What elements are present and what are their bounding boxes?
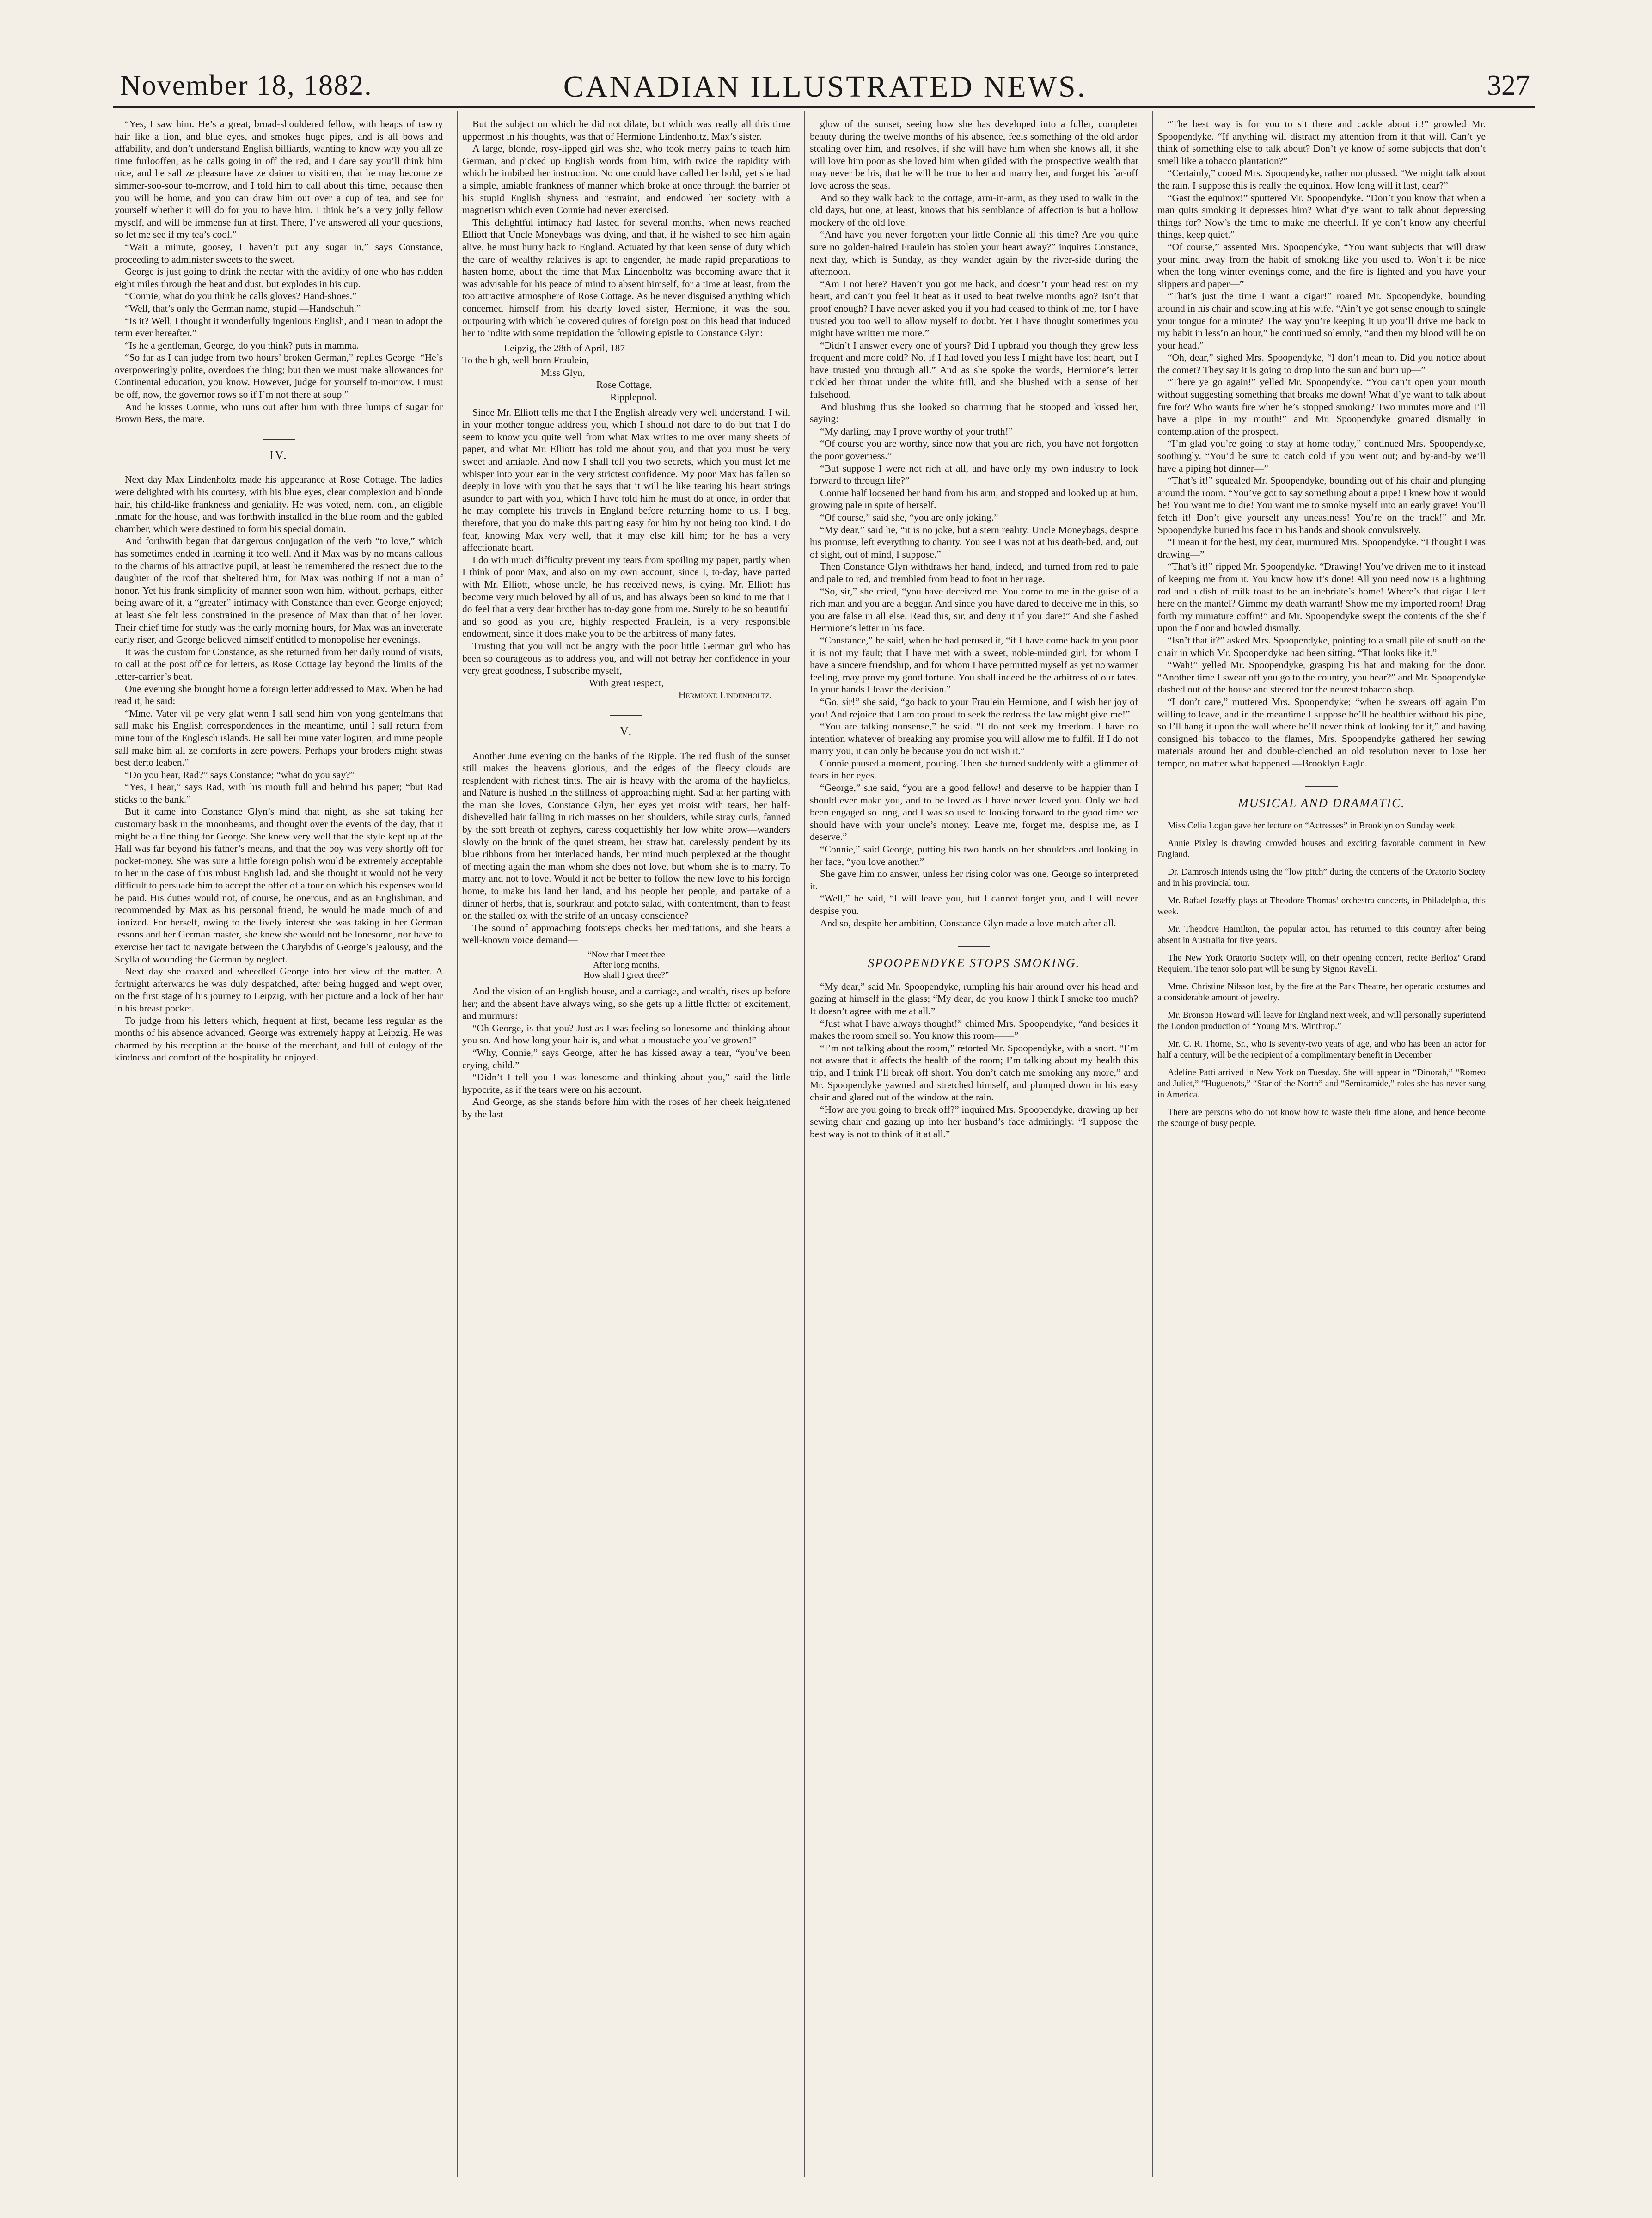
letter-closing: With great respect, [588, 677, 664, 688]
paragraph: Since Mr. Elliott tells me that I the English already very well understand, I will in your mother tongue address you, which I should not dare to do but that I do seem to know you quite well from what Max writes to me over many sheets of paper, and what Mr. Elliott has told me about you, and that you must be very sweet and amiable. And now I shall tell you two secrets, which you must let me whisper into your ear in the very strictest confidence. My poor Max has fallen so deeply in love with you that he says that it will be like tearing his heart strings asunder to part with you, which I have told him he must do at once, in order that he may complete his travels in England before returning home to us. I beg, therefore, that you do make this parting easy for him by not being too kind. I do fear, knowing Max very well, that it may else kill him; for he has a very affectionate heart. [462, 406, 790, 553]
paragraph: This delightful intimacy had lasted for several months, when news reached Elliott that Uncle Moneybags was dying, and that, if he wished to see him again alive, he must hurry back to England. Actuated by that keen sense of duty which the care of wealthy relatives is apt to engender, he made rapid preparations to hasten home, about the time that Max Lindenholtz was becoming aware that it was advisable for his peace of mind to absent himself, for a time at least, from the too attractive atmosphere of Rose Cottage. As he never disguised anything which concerned himself from his dearly loved sister, Hermione, it was the soul outpouring with which he covered quires of foreign post on this head that induced her to indite with some trepidation the following epistle to Constance Glyn: [462, 216, 790, 339]
paragraph: “That’s it!” ripped Mr. Spoopendyke. “Drawing! You’ve driven me to it instead of keeping me from it. You know how it’s done! All you need now is a lightning rod and a dish of milk toast to be an inebriate’s home! Where’s that cigar I left here on the mantel? Gimme my death warrant! Show me my imported room! Drag forth my miniature coffin!” and Mr. Spoopendyke swept the contents of the shelf upon the floor and howled dismally. [1157, 561, 1486, 634]
paragraph: “Yes, I hear,” says Rad, with his mouth full and behind his paper; “but Rad sticks to the bank.” [115, 781, 443, 805]
letter-recipient: Miss Glyn, [541, 367, 585, 378]
paragraph: Then Constance Glyn withdraws her hand, indeed, and turned from red to pale and pale to red, and trembled from head to foot in her rage. [810, 561, 1138, 584]
paragraph: “Well,” he said, “I will leave you, but I cannot forget you, and I will never despise you. [810, 893, 1138, 916]
paragraph: “Of course you are worthy, since now that you are rich, you have not forgotten the poor governess.” [810, 438, 1138, 462]
page-header [120, 69, 1530, 102]
news-item: Mr. Rafael Joseffy plays at Theodore Thomas’ orchestra concerts, in Philadelphia, this week. [1157, 896, 1486, 917]
paragraph: “Yes, I saw him. He’s a great, broad-shouldered fellow, with heaps of tawny hair like a lion, and blue eyes, and smokes huge pipes, and is all bows and affability, and don’t understand English billiards, wanting to know why you all ze time furlooffen, as he calls going in off the red, and I dare say you’ll think him nice, and he sall ze pleasure have ze dainer to visitiren, that he may become ze simmer-soo-sour to-morrow, and I told him to call about this time, because then you will be home, and you can draw him out over a cup of tea, and see for yourself whether it will do for you to have him. I think he’s a very jolly fellow myself, and will be immense fun at first. There, I’ve answered all your questions, so let me see if my tea’s cool.” [115, 118, 443, 240]
verse-line: “Now that I meet thee [587, 950, 665, 960]
paragraph: Connie paused a moment, pouting. Then she turned suddenly with a glimmer of tears in her eyes. [810, 757, 1138, 781]
column-divider [457, 111, 458, 2177]
section-heading: MUSICAL AND DRAMATIC. [1157, 786, 1486, 809]
paragraph: “Connie, what do you think he calls gloves? Hand-shoes.” [125, 290, 357, 302]
letter-heading [462, 342, 790, 404]
paragraph: “Didn’t I tell you I was lonesome and thinking about you,” said the little hypocrite, as if the tears were on his account. [462, 1072, 790, 1095]
news-items [1157, 821, 1486, 1129]
paragraph: “That’s just the time I want a cigar!” roared Mr. Spoopendyke, bounding around in his chair and scowling at his wife. “Ain’t ye got sense enough to shingle your tongue for a minute? The way you’re keeping it up you’ll drive me back to my habit in less’n an hour,” he continued solemnly, “and then my blood will be on your head.” [1157, 290, 1486, 351]
page-number: 327 [1487, 70, 1530, 101]
paragraph: “Do you hear, Rad?” says Constance; “what do you say?” [125, 769, 355, 780]
paragraph: And forthwith began that dangerous conjugation of the verb “to love,” which has sometimes ended in learning it too well. And if Max was by no means callous to the charms of his attractive pupil, at least he remembered the respect due to the daughter of the roof that sheltered him, for Max was nothing if not a man of honor. Yet his frank simplicity of manner soon won him, without, perhaps, either being aware of it, a “greater” intimacy with Constance than even George enjoyed; at least she felt less constrained in the presence of Max than that of her lover. Their chief time for study was the early morning hours, for Max was an inveterate early riser, and George believed himself entitled to monopolise her evenings. [115, 535, 443, 645]
paragraph: “My darling, may I prove worthy of your truth!” [820, 425, 1013, 437]
paragraph: Next day she coaxed and wheedled George into her view of the matter. A fortnight afterwards he was duly despatched, after being hugged and wept over, on the first stage of his journey to Leipzig, with her picture and a lock of her hair in his breast pocket. [115, 966, 443, 1014]
column-4 [1157, 118, 1486, 2170]
paragraph: But the subject on which he did not dilate, but which was really all this time uppermost in his thoughts, was that of Hermione Lindenholtz, Max’s sister. [462, 118, 790, 142]
chapter-heading: IV. [115, 439, 443, 462]
paragraph: “Of course,” said she, “you are only joking.” [820, 512, 998, 523]
paragraph: “Of course,” assented Mrs. Spoopendyke, “You want subjects that will draw your mind away from the habit of smoking like you used to. Won’t it be nice when the long winter evenings come, and the fire is lighted and you have your slippers and paper—” [1157, 241, 1486, 289]
paragraph: “Mme. Vater vil pe very glat wenn I sall send him von yong gentelmans that sall make his English correspondences in the meantime, until I sall return from mine tour of the Englesch islands. He sall bei mine vater logiren, and mine people sall make him all ze comforts in zere powers, Perhaps your broders might stwas best derto leaben.” [115, 707, 443, 768]
paragraph: “My dear,” said Mr. Spoopendyke, rumpling his hair around over his head and gazing at himself in the glass; “My dear, do you know I think I smoke too much? It doesn’t agree with me at all.” [810, 980, 1138, 1017]
news-item: Dr. Damrosch intends using the “low pitch” during the concerts of the Oratorio Society and in his provincial tour. [1157, 867, 1486, 888]
paragraph: “Just what I have always thought!” chimed Mrs. Spoopendyke, “and besides it makes the room smell so. You know this room——” [810, 1017, 1138, 1042]
paragraph: “Well, that’s only the German name, stupid —Handschuh.” [125, 302, 361, 314]
paragraph: And he kisses Connie, who runs out after him with three lumps of sugar for Brown Bess, the mare. [115, 401, 443, 425]
paragraph: “Oh George, is that you? Just as I was feeling so lonesome and thinking about you so. And how long your hair is, and what a moustache you’ve grown!” [462, 1022, 790, 1046]
paragraph: “Wait a minute, goosey, I haven’t put any sugar in,” says Constance, proceeding to administer sweets to the sweet. [115, 241, 443, 265]
paragraph: “Wah!” yelled Mr. Spoopendyke, grasping his hat and making for the door. “Another time I swear off you go to the country, you hear?” and Mr. Spoopendyke dashed out of the house and steered for the nearest tobacco shop. [1157, 659, 1486, 695]
paragraph: “Gast the equinox!” sputtered Mr. Spoopendyke. “Don’t you know that when a man quits smoking it depresses him? What d’ye want to talk about depressing things for? Now’s the time to make me cheerful. If ye don’t know any cheerful things, keep quiet.” [1157, 192, 1486, 240]
letter-salutation: To the high, well-born Fraulein, [462, 355, 589, 366]
paragraph: “So far as I can judge from two hours’ broken German,” replies George. “He’s overpoweringly polite, overdoes the thing; but then we must make allowances for Continental education, you know. However, judge for yourself to-morrow. I must be off, now, the governor rows so if I’m not there at soup.” [115, 352, 443, 400]
paragraph: And the vision of an English house, and a carriage, and wealth, rises up before her; and the absent have always wing, so she gets up a little flutter of excitement, and murmurs: [462, 986, 790, 1022]
paragraph: “Connie,” said George, putting his two hands on her shoulders and looking in her face, “you love another.” [810, 844, 1138, 867]
paragraph: The sound of approaching footsteps checks her meditations, and she hears a well-known voice demand— [462, 922, 790, 946]
header-rule [113, 106, 1535, 108]
paragraph: I do with much difficulty prevent my tears from spoiling my paper, partly when I think of poor Max, and also on my own account, since I, to-day, have parted with Mr. Elliott, whose uncle, he has received news, is dying. Mr. Elliott has become very much beloved by all of us, and has always been so kind to me that I do feel that a very dear brother has to-day gone from me. Surely to be so beautiful and so good as you are, highly respected Fraulein, is a very responsible endowment, since it does make you to be the arbitress of many fates. [462, 554, 790, 639]
paragraph: “Is he a gentleman, George, do you think? puts in mamma. [125, 339, 359, 351]
letter-address: Ripplepool. [610, 392, 657, 403]
paragraph: To judge from his letters which, frequent at first, became less regular as the months of his absence advanced, George was extremely happy at Leipzig. He was charmed by his reception at the house of the merchant, and full of eulogy of the kindness and comfort of the hospitality he enjoyed. [115, 1015, 443, 1063]
paragraph: “How are you going to break off?” inquired Mrs. Spoopendyke, drawing up her sewing chair and gazing up into her husband’s face admiringly. “I suppose the best way is not to think of it at all.” [810, 1103, 1138, 1140]
paragraph: “I’m not talking about the room,” retorted Mr. Spoopendyke, with a snort. “I’m not aware that it affects the health of the room; I’m talking about my health this trip, and I think I’ll break off short. You don’t catch me smoking any more,” and Mr. Spoopendyke yawned and stretched himself, and plumped down in his easy chair and glared out of the window at the rain. [810, 1042, 1138, 1103]
paragraph: “And have you never forgotten your little Connie all this time? Are you quite sure no golden-haired Fraulein has stolen your heart away?” inquires Constance, next day, which is Sunday, as they wander again by the river-side during the afternoon. [810, 229, 1138, 277]
story-continued [115, 118, 443, 425]
paragraph: “My dear,” said he, “it is no joke, but a stern reality. Uncle Moneybags, despite his promise, left everything to charity. You see I was not at his death-bed, and, out of sight, out of mind, I suppose.” [810, 524, 1138, 560]
column-2 [462, 118, 790, 2170]
chapter-heading: V. [462, 715, 790, 738]
paragraph: “So, sir,” she cried, “you have deceived me. You come to me in the guise of a rich man and you are a beggar. And since you have dared to deceive me in this, so you are false in all else. Read this, sir, and deny it if you dare!” And she flashed Hermione’s letter in his face. [810, 585, 1138, 634]
paragraph: “But suppose I were not rich at all, and have only my own industry to look forward to through life?” [810, 462, 1138, 486]
paragraph: “Didn’t I answer every one of yours? Did I upbraid you though they grew less frequent and more cold? No, if I had loved you less I might have lost heart, but I have trusted you through all.” And as she spoke the words, Hermione’s letter tickled her throat under the white frill, and she blushed with a sense of her falsehood. [810, 339, 1138, 400]
news-item: Mr. Bronson Howard will leave for England next week, and will personally superintend the London production of “Young Mrs. Winthrop.” [1157, 1011, 1486, 1032]
news-item: The New York Oratorio Society will, on their opening concert, recite Berlioz’ Grand Requiem. The tenor solo part will be sung by Signor Ravelli. [1157, 953, 1486, 974]
paragraph: “Oh, dear,” sighed Mrs. Spoopendyke, “I don’t mean to. Did you notice about the comet? They say it is going to drop into the sun and burn up—” [1157, 352, 1486, 375]
chapter-body [115, 473, 443, 1064]
paragraph: “Go, sir!” she said, “go back to your Fraulein Hermione, and I wish her joy of you! And rejoice that I am too proud to seek the redress the law might give me!” [810, 696, 1138, 720]
column-3 [810, 118, 1138, 2170]
paragraph: “Certainly,” cooed Mrs. Spoopendyke, rather nonplussed. “We might talk about the rain. I suppose this is really the equinox. How long will it last, dear?” [1157, 167, 1486, 191]
paragraph: “Why, Connie,” says George, after he has kissed away a tear, “you’ve been crying, child.” [462, 1047, 790, 1071]
paragraph: And George, as she stands before him with the roses of her cheek heightened by the last [462, 1096, 790, 1120]
verse-line: How shall I greet thee?” [583, 970, 669, 980]
column-divider [804, 111, 805, 2177]
paragraph: “Am I not here? Haven’t you got me back, and doesn’t your head rest on my heart, and can’t you feel it beat as it used to beat twelve months ago? Isn’t that proof enough? I have never asked you if you had ceased to think of me, for I have trusted you too well to allow myself to doubt. Yet I have thought sometimes you might have written me more.” [810, 278, 1138, 339]
paragraph: It was the custom for Constance, as she returned from her daily round of visits, to call at the post office for letters, as Rose Cottage lay beyond the limits of the letter-carrier’s beat. [115, 646, 443, 682]
article-heading: SPOOPENDYKE STOPS SMOKING. [810, 946, 1138, 969]
paragraph: “I mean it for the best, my dear, murmured Mrs. Spoopendyke. “I thought I was drawing—” [1157, 536, 1486, 560]
verse-quote [462, 950, 790, 980]
verse-line: After long months, [593, 960, 660, 970]
letter-date: Leipzig, the 28th of April, 187— [504, 342, 635, 354]
paragraph: But it came into Constance Glyn’s mind that night, as she sat taking her customary bask in the moonbeams, and thought over the events of the day, that it might be a fine thing for George. She knew very well that the style kept up at the Hall was far beyond his father’s means, and that the boy was very shortly off for pocket-money. She was sure a little foreign polish would be extremely acceptable to her in the case of this robust English lad, and she thought it would not be very difficult to persuade him to accept the offer of a tour on which his expenses would be paid. His duties would not, of course, be onerous, and as an Englishman, and recommended by Max as his personal friend, he would be made much of and lionized. For herself, owing to the lively interest she was taking in her German lessons and her German master, she knew she would not be lonesome, nor have to exercise her tact to navigate between the Charybdis of George’s jealousy, and the Scylla of wounding the German by neglect. [115, 806, 443, 965]
letter-signature: Hermione Lindenholtz. [678, 689, 772, 701]
paragraph: “That’s it!” squealed Mr. Spoopendyke, bounding out of his chair and plunging around the room. “You’ve got to say something about a pipe! I knew how it would be! You want me to die! You want me to smoke myself into an early grave! You’ll fetch it! Don’t give yourself any uneasiness! You’re on the track!” and Mr. Spoopendyke buried his face in his hands and shook convulsively. [1157, 475, 1486, 535]
news-item: Adeline Patti arrived in New York on Tuesday. She will appear in “Dinorah,” “Romeo and Juliet,” “Huguenots,” “Star of the North” and “Semiramide,” roles she has never sung in America. [1157, 1068, 1486, 1100]
paragraph: And so, despite her ambition, Constance Glyn made a love match after all. [820, 917, 1116, 929]
news-item: Mme. Christine Nilsson lost, by the fire at the Park Theatre, her operatic costumes and a considerable amount of jewelry. [1157, 982, 1486, 1003]
paragraph: Another June evening on the banks of the Ripple. The red flush of the sunset still makes the heavens glorious, and the edges of the fleecy clouds are resplendent with richest tints. The air is heavy with the aroma of the hayfields, and Nature is hushed in the stillness of approaching night. Sad at her parting with the man she loves, Constance Glyn, her eyes yet moist with tears, her half-dishevelled hair falling in rich masses on her shoulders, while stray curls, fanned by the soft breath of zephyrs, caress coquettishly her low white brow—wanders slowly on the brink of the quiet stream, her straw hat, carelessly pendent by its blue ribbons from her interlaced hands, her mind much perplexed at the thought of meeting again the man whom she does not love, but whom she is to marry. To marry and not to love. Would it not be better to follow the new love to his foreign home, to make his land her land, and his people her people, and partake of a dinner of herbs, that is, sourkraut and potato salad, with contentment, than to feast on the stalled ox with the strife of an uneasy conscience? [462, 750, 790, 921]
paragraph: George is just going to drink the nectar with the avidity of one who has ridden eight miles through the heat and dust, but explodes in his cup. [115, 266, 443, 289]
news-item: Miss Celia Logan gave her lecture on “Actresses” in Brooklyn on Sunday week. [1168, 821, 1457, 831]
paragraph: Trusting that you will not be angry with the poor little German girl who has been so courageous as to address you, and will not betray her confidence in your very great goodness, I subscribe myself, [462, 640, 790, 676]
paragraph: And blushing thus she looked so charming that he stooped and kissed her, saying: [810, 401, 1138, 425]
news-item: Annie Pixley is drawing crowded houses and exciting favorable comment in New England. [1157, 839, 1486, 860]
news-item: Mr. Theodore Hamilton, the popular actor, has returned to this country after being absent in Australia for five years. [1157, 925, 1486, 946]
paragraph: One evening she brought home a foreign letter addressed to Max. When he had read it, he said: [115, 683, 443, 707]
paragraph: “There ye go again!” yelled Mr. Spoopendyke. “You can’t open your mouth without suggesting something that breaks me down! What d’ye want to talk about fire for? Who wants fire when he’s stopped smoking? Two minutes more and I’ll have a pipe in my mouth!” and Mr. Spoopendyke groaned dismally in contemplation of the prospect. [1157, 376, 1486, 437]
newspaper-title: CANADIAN ILLUSTRATED NEWS. [563, 70, 1087, 104]
paragraph: “Constance,” he said, when he had perused it, “if I have come back to you poor it is not my fault; that I have met with a sweet, noble-minded girl, for whom I have a sincere friendship, and for whom I have permitted myself as yet no warmer feeling, may prove my good fortune. You shall indeed be the arbitress of our fates. In your hands I leave the decision.” [810, 634, 1138, 695]
column-divider [1152, 111, 1153, 2177]
news-item: There are persons who do not know how to waste their time alone, and hence become the scourge of busy people. [1157, 1108, 1486, 1129]
paragraph: “I don’t care,” muttered Mrs. Spoopendyke; “when he swears off again I’m willing to leave, and in the meantime I suppose he’ll be healthier without his pipe, so I’ll hang it upon the wall where he’ll never think of looking for it,” and having consigned his tobacco to the flames, Mrs. Spoopendyke gathered her sewing materials around her and double-clenched an old resolution never to lose her temper, no matter what happened.—Brooklyn Eagle. [1157, 696, 1486, 769]
paragraph: “The best way is for you to sit there and cackle about it!” growled Mr. Spoopendyke. “If anything will distract my attention from it that will. Can’t ye think of something else to talk about? Don’t ye know of some subjects that don’t smell like a tobacco plantation?” [1157, 118, 1486, 166]
news-item: Mr. C. R. Thorne, Sr., who is seventy-two years of age, and who has been an actor for half a century, will be the recipient of a complimentary benefit in December. [1157, 1039, 1486, 1060]
issue-date: November 18, 1882. [120, 70, 373, 101]
paragraph: She gave him no answer, unless her rising color was one. George so interpreted it. [810, 868, 1138, 892]
paragraph: Connie half loosened her hand from his arm, and stopped and looked up at him, growing pale in spite of herself. [810, 487, 1138, 511]
paragraph: “Isn’t that it?” asked Mrs. Spoopendyke, pointing to a small pile of snuff on the chair in which Mr. Spoopendyke had been sitting. “That looks like it.” [1157, 634, 1486, 658]
paragraph: “You are talking nonsense,” he said. “I do not seek my freedom. I have no intention whatever of breaking any promise you will allow me to fulfil. If I do not marry you, it can only be because you do not wish it.” [810, 721, 1138, 757]
paragraph: A large, blonde, rosy-lipped girl was she, who took merry pains to teach him German, and picked up English words from him, with twice the rapidity with which he imbibed her instruction. No one could have called her bold, yet she had a simple, amiable frankness of manner which broke at once through the barrier of his stupid English shyness and restraint, and endowed her society with a magnetism which even Connie had never exercised. [462, 143, 790, 216]
paragraph: “I’m glad you’re going to stay at home today,” continued Mrs. Spoopendyke, soothingly. “You’d be sure to catch cold if you went out; and by-and-by we’ll have a piping hot dinner—” [1157, 438, 1486, 474]
column-1 [115, 118, 443, 2170]
paragraph: And so they walk back to the cottage, arm-in-arm, as they used to walk in the old days, but one, at least, knows that his semblance of affection is but a hollow mockery of the old love. [810, 192, 1138, 228]
letter-address: Rose Cottage, [596, 379, 652, 391]
paragraph: “George,” she said, “you are a good fellow! and deserve to be happier than I should ever make you, and to be loved as I have never loved you. Only we had been engaged so long, and I was so used to looking forward to the good time we should have with your uncle’s money. Leave me, forget me, despise me, as I deserve.” [810, 782, 1138, 843]
paragraph: “Is it? Well, I thought it wonderfully ingenious English, and I mean to adopt the term ever hereafter.” [115, 315, 443, 339]
paragraph: glow of the sunset, seeing how she has developed into a fuller, completer beauty during the twelve months of his absence, feels something of the old ardor stealing over him, and resolves, if she will have him when she knows all, if she will love him poor as she loved him when gilded with the prospective wealth that may never be his, that he will be true to her and marry her, and forget his far-off love across the seas. [810, 118, 1138, 191]
paragraph: Next day Max Lindenholtz made his appearance at Rose Cottage. The ladies were delighted with his courtesy, with his blue eyes, clear complexion and blonde hair, his child-like frankness and geniality. He was voted, nem. con., an eligible inmate for the house, and was forthwith installed in the blue room and the gabled chamber, which were destined to form his special domain. [115, 474, 443, 534]
